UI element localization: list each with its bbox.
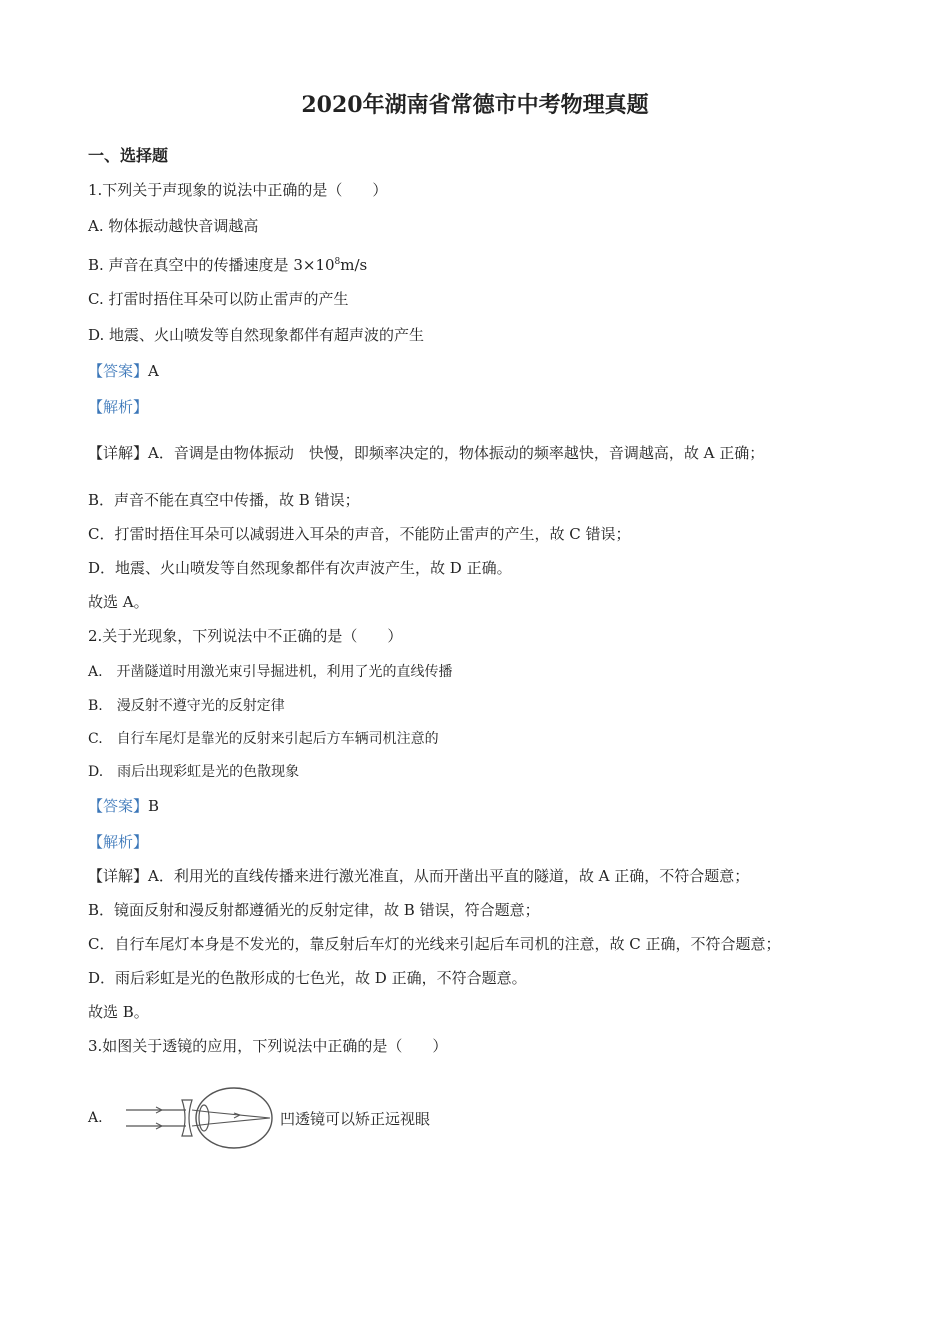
question-2-option-b: B. 漫反射不遵守光的反射定律 — [88, 698, 285, 714]
option-b-exponent: 8 — [334, 257, 341, 267]
question-1-conclusion: 故选 A。 — [88, 593, 149, 611]
question-3-option-a — [88, 1080, 488, 1160]
question-2-conclusion: 故选 B。 — [88, 1003, 149, 1021]
question-1-option-c: C. 打雷时捂住耳朵可以防止雷声的产生 — [88, 290, 349, 308]
question-1-detail: 【详解】A．音调是由物体振动 快慢，即频率决定的，物体振动的频率越快，音调越高，故 A 正确； — [88, 444, 765, 462]
question-3-stem: 3.如图关于透镜的应用，下列说法中正确的是（ ） — [88, 1037, 448, 1055]
question-2-option-d: D. 雨后出现彩虹是光的色散现象 — [88, 764, 300, 780]
question-1-option-d: D. 地震、火山喷发等自然现象都伴有超声波的产生 — [88, 326, 425, 344]
question-2-answer — [88, 796, 159, 816]
question-2-detail-d: D．雨后彩虹是光的色散形成的七色光，故 D 正确，不符合题意。 — [88, 969, 527, 987]
question-1-stem: 1.下列关于声现象的说法中正确的是（ ） — [88, 181, 388, 199]
question-1-answer — [88, 361, 159, 381]
question-2-option-a: A. 开凿隧道时用激光束引导掘进机，利用了光的直线传播 — [88, 664, 453, 680]
question-2-analysis-tag: 【解析】 — [88, 833, 149, 851]
question-1-detail-d: D．地震、火山喷发等自然现象都伴有次声波产生，故 D 正确。 — [88, 559, 512, 577]
question-1-option-b — [88, 252, 367, 275]
question-1-detail-c: C．打雷时捂住耳朵可以减弱进入耳朵的声音，不能防止雷声的产生，故 C 错误； — [88, 525, 631, 543]
inner-ray-bottom-b — [209, 1118, 270, 1124]
answer-value: A — [148, 362, 159, 380]
question-2-detail-c: C．自行车尾灯本身是不发光的，靠反射后车灯的光线来引起后车司机的注意，故 C 正确，不符合题意； — [88, 935, 781, 953]
option-b-text: B. 声音在真空中的传播速度是 3×10 — [88, 256, 335, 274]
question-2-stem: 2.关于光现象，下列说法中不正确的是（ ） — [88, 627, 403, 645]
inner-arrow-icon — [234, 1113, 240, 1118]
option-a-caption: 凹透镜可以矫正远视眼 — [280, 1110, 431, 1128]
question-1-detail-b: B．声音不能在真空中传播，故 B 错误； — [88, 491, 360, 509]
option-b-unit: m/s — [340, 256, 368, 274]
concave-lens-icon — [182, 1100, 192, 1136]
question-1-option-a: A. 物体振动越快音调越高 — [88, 217, 259, 235]
answer-tag: 【答案】 — [88, 797, 149, 815]
eye-lens-diagram — [126, 1080, 276, 1160]
answer-tag: 【答案】 — [88, 362, 149, 380]
answer-value: B — [148, 797, 160, 815]
question-1-analysis-tag: 【解析】 — [88, 398, 149, 416]
page-title: 2020年湖南省常德市中考物理真题 — [301, 92, 649, 118]
option-a-label: A. — [88, 1110, 103, 1126]
question-2-detail: 【详解】A．利用光的直线传播来进行激光准直，从而开凿出平直的隧道，故 A 正确，不符合题意； — [88, 867, 750, 885]
question-2-detail-b: B．镜面反射和漫反射都遵循光的反射定律，故 B 错误，符合题意； — [88, 901, 540, 919]
section-heading: 一、选择题 — [88, 146, 169, 165]
question-2-option-c: C. 自行车尾灯是靠光的反射来引起后方车辆司机注意的 — [88, 731, 439, 747]
crystalline-lens-icon — [199, 1105, 209, 1131]
